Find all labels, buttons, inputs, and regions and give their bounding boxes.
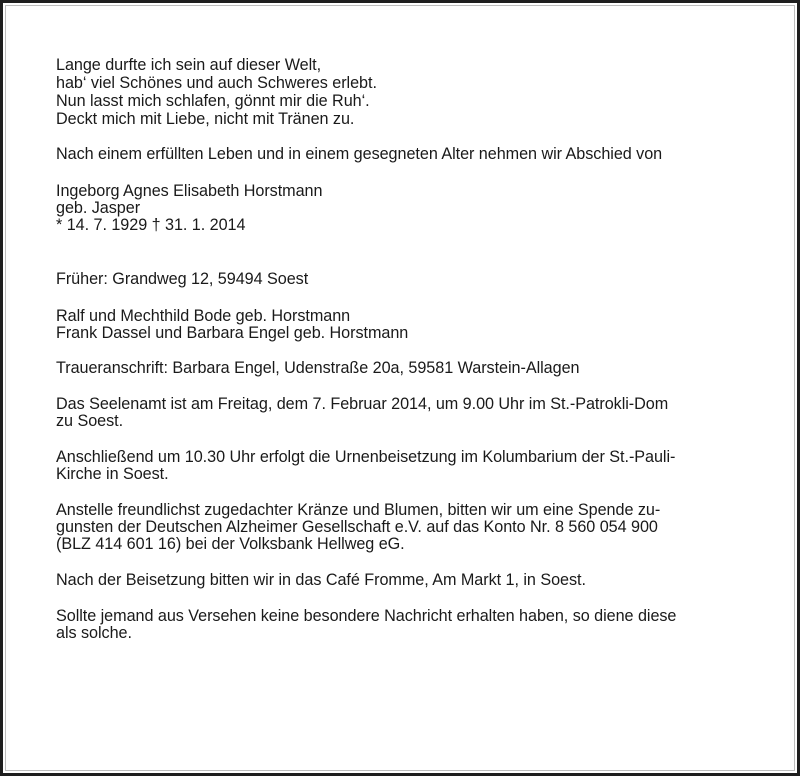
requiem-line: Das Seelenamt ist am Freitag, dem 7. Februar 2014, um 9.00 Uhr im St.-Patrokli-Dom [56, 395, 669, 413]
poem-line: Lange durfte ich sein auf dieser Welt, [56, 56, 322, 74]
donation-line: (BLZ 414 601 16) bei der Volksbank Hellweg eG. [56, 535, 405, 553]
reception-info: Nach der Beisetzung bitten wir in das Café Fromme, Am Markt 1, in Soest. [56, 571, 586, 589]
intro-text: Nach einem erfüllten Leben und in einem gesegneten Alter nehmen wir Abschied von [56, 145, 663, 163]
closing-line: Sollte jemand aus Versehen keine besondere Nachricht erhalten haben, so diene diese [56, 607, 677, 625]
former-address: Früher: Grandweg 12, 59494 Soest [56, 270, 309, 288]
donation-line: gunsten der Deutschen Alzheimer Gesellschaft e.V. auf das Konto Nr. 8 560 054 900 [56, 518, 658, 536]
closing-line: als solche. [56, 624, 132, 642]
mourner: Ralf und Mechthild Bode geb. Horstmann [56, 307, 351, 325]
mourning-address: Traueranschrift: Barbara Engel, Udenstraße 20a, 59581 Warstein-Allagen [56, 359, 580, 377]
donation-line: Anstelle freundlichst zugedachter Kränze und Blumen, bitten wir um eine Spende zu- [56, 501, 661, 519]
poem-line: hab‘ viel Schönes und auch Schweres erlebt. [56, 74, 377, 92]
deceased-maiden-name: geb. Jasper [56, 199, 141, 217]
burial-line: Anschließend um 10.30 Uhr erfolgt die Urnenbeisetzung im Kolumbarium der St.-Pauli- [56, 448, 676, 466]
deceased-name: Ingeborg Agnes Elisabeth Horstmann [56, 182, 323, 200]
poem-line: Deckt mich mit Liebe, nicht mit Tränen zu. [56, 110, 355, 128]
deceased-dates: * 14. 7. 1929 † 31. 1. 2014 [56, 216, 246, 234]
burial-line: Kirche in Soest. [56, 465, 169, 483]
poem-line: Nun lasst mich schlafen, gönnt mir die Ruh‘. [56, 92, 370, 110]
requiem-line: zu Soest. [56, 412, 124, 430]
mourner: Frank Dassel und Barbara Engel geb. Horstmann [56, 324, 409, 342]
